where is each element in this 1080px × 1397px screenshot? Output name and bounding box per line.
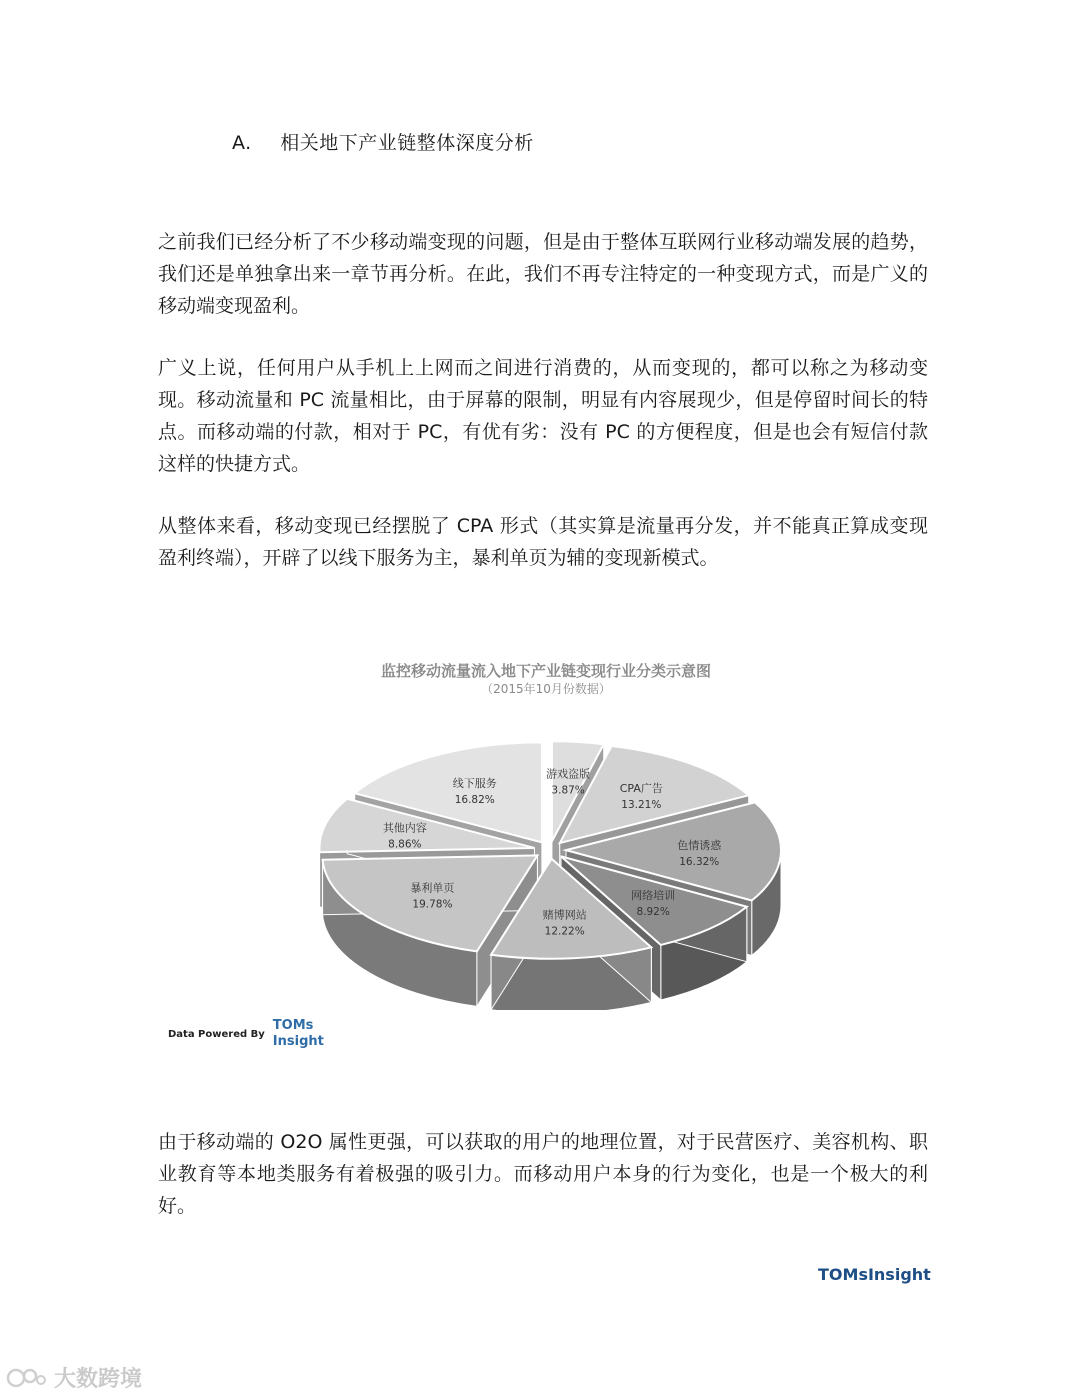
watermark bbox=[6, 1362, 142, 1393]
credit-brand-line1: TOMs bbox=[272, 1018, 314, 1033]
credit-label: Data Powered By bbox=[168, 1028, 265, 1040]
paragraph-3: 从整体来看，移动变现已经摆脱了 CPA 形式（其实算是流量再分发，并不能真正算成变现盈利终端），开辟了以线下服务为主，暴利单页为辅的变现新模式。 bbox=[158, 515, 928, 569]
section-number: A. bbox=[232, 132, 252, 154]
credit-brand-line2: Insight bbox=[272, 1034, 324, 1049]
slice-value-label: 8.92% bbox=[636, 906, 670, 919]
slice-label: 暴利单页 bbox=[410, 881, 455, 895]
slice-label: 线下服务 bbox=[452, 776, 497, 790]
slice-value-label: 8.86% bbox=[388, 838, 422, 851]
watermark-text: 大数跨境 bbox=[54, 1367, 143, 1392]
slice-label: 赌博网站 bbox=[542, 908, 587, 922]
slice-label: 网络培训 bbox=[631, 889, 676, 903]
credit-brand bbox=[273, 1018, 324, 1050]
slice-label: CPA广告 bbox=[619, 781, 663, 795]
slice-value-label: 12.22% bbox=[544, 925, 585, 938]
chart-subtitle: （2015年10月份数据） bbox=[481, 682, 611, 696]
section-heading bbox=[232, 128, 534, 155]
slice-label: 色情诱惑 bbox=[677, 839, 722, 853]
slice-value-label: 16.32% bbox=[679, 856, 720, 869]
paragraph-1: 之前我们已经分析了不少移动端变现的问题，但是由于整体互联网行业移动端发展的趋势，我们还是单独拿出来一章节再分析。在此，我们不再专注特定的一种变现方式，而是广义的移动端变现盈利。 bbox=[158, 231, 928, 317]
slice-value-label: 3.87% bbox=[551, 784, 585, 797]
slice-value-label: 16.82% bbox=[454, 793, 495, 806]
watermark-logo-icon bbox=[6, 1364, 48, 1392]
paragraph-2: 广义上说，任何用户从手机上上网而之间进行消费的，从而变现的，都可以称之为移动变现。移动流量和 PC 流量相比，由于屏幕的限制，明显有内容展现少，但是停留时间长的特点。而移动端的付款，相对于 PC，有优有劣：没有 PC 的方便程度，但是也会有短信付款这样的快捷方式。 bbox=[158, 357, 928, 475]
slice-label: 其他内容 bbox=[382, 821, 427, 835]
slice-value-label: 19.78% bbox=[412, 898, 453, 911]
footer-brand: TOMsInsight bbox=[818, 1265, 931, 1284]
slice-value-label: 13.21% bbox=[621, 798, 662, 811]
data-credit bbox=[168, 1018, 324, 1050]
section-title: 相关地下产业链整体深度分析 bbox=[280, 132, 534, 154]
chart-title: 监控移动流量流入地下产业链变现行业分类示意图 bbox=[380, 662, 712, 680]
slice-label: 游戏盗版 bbox=[546, 767, 591, 781]
paragraph-4: 由于移动端的 O2O 属性更强，可以获取的用户的地理位置，对于民营医疗、美容机构、职业教育等本地类服务有着极强的吸引力。而移动用户本身的行为变化，也是一个极大的利好。 bbox=[158, 1131, 928, 1217]
pie-chart bbox=[150, 640, 950, 1010]
